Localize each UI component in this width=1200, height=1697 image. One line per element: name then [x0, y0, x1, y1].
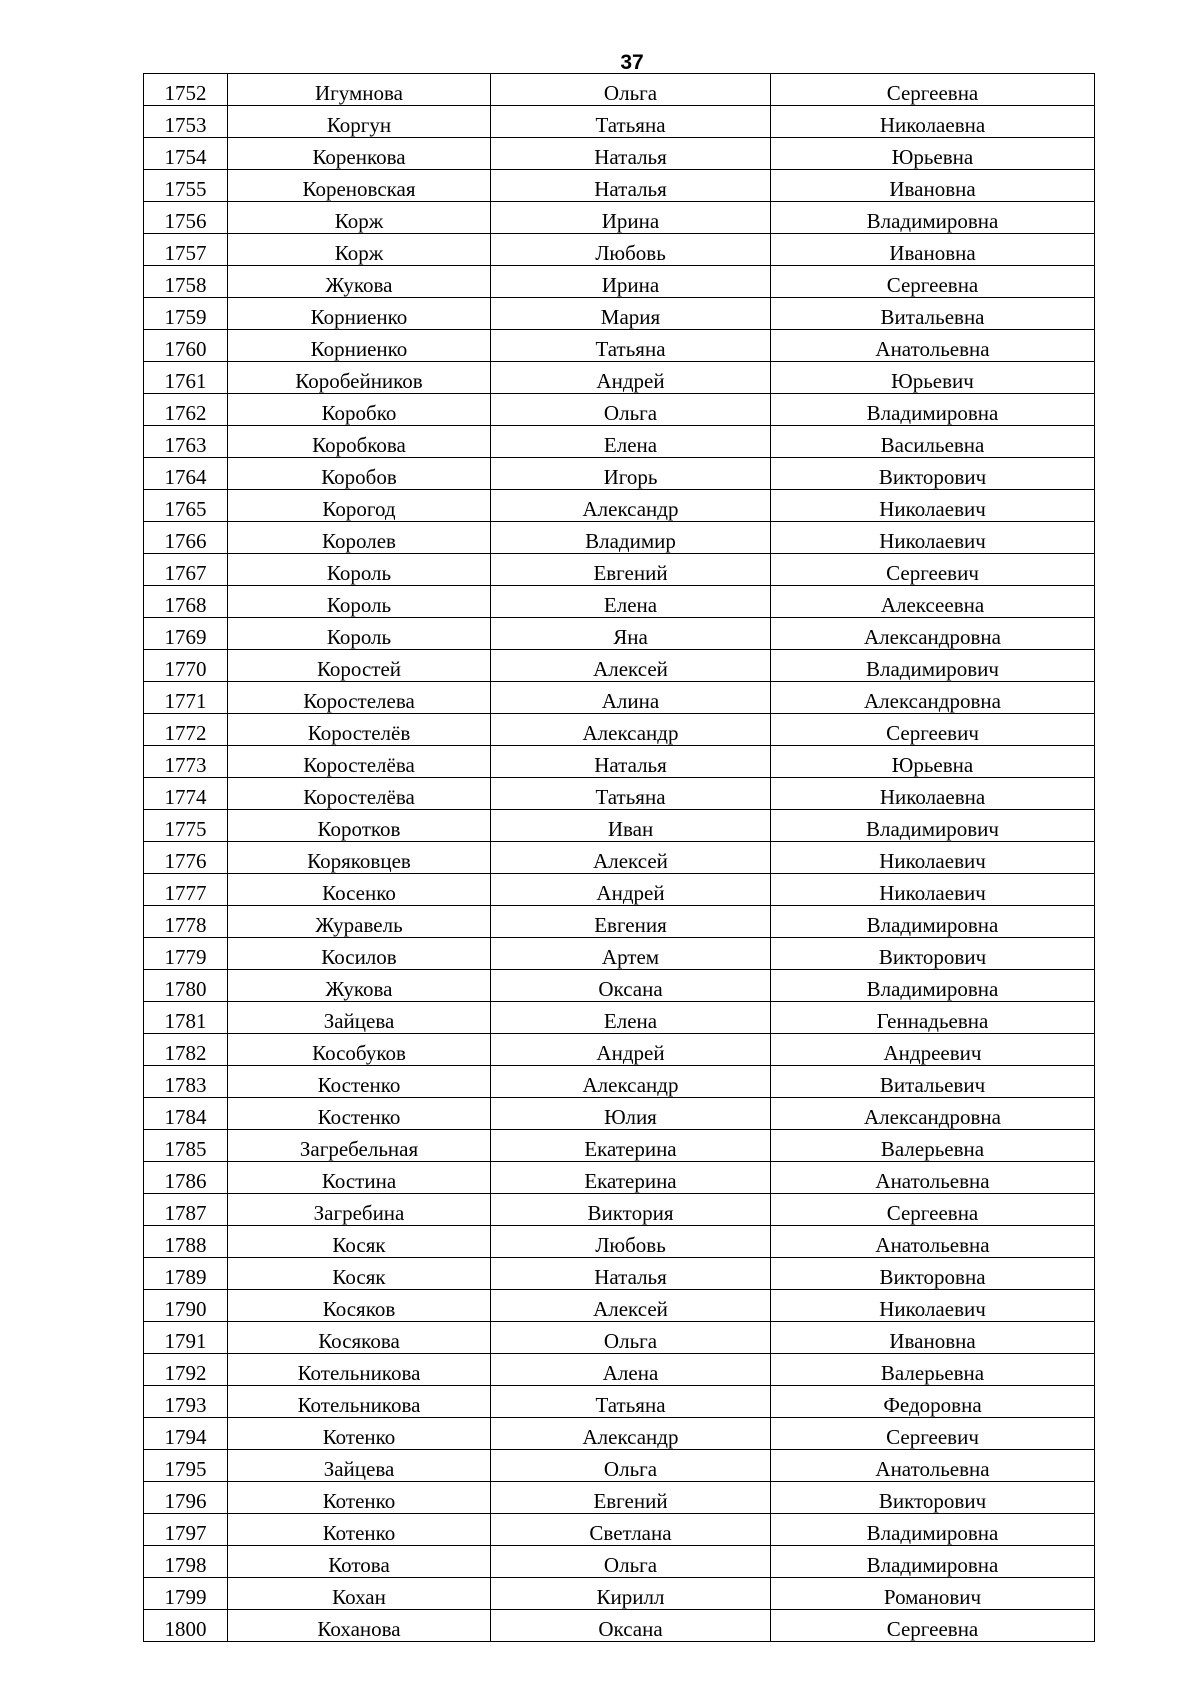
first-name-cell: Любовь — [491, 234, 771, 266]
first-name-cell: Виктория — [491, 1194, 771, 1226]
patronymic-cell: Викторович — [771, 1482, 1095, 1514]
patronymic-cell: Анатольевна — [771, 1450, 1095, 1482]
table-row — [144, 138, 1095, 170]
first-name-cell: Андрей — [491, 362, 771, 394]
row-number-cell: 1761 — [144, 362, 228, 394]
first-name-cell: Оксана — [491, 970, 771, 1002]
last-name-cell: Коробкова — [228, 426, 491, 458]
last-name-cell: Коренкова — [228, 138, 491, 170]
table-row — [144, 458, 1095, 490]
first-name-cell: Елена — [491, 426, 771, 458]
row-number-cell: 1762 — [144, 394, 228, 426]
last-name-cell: Зайцева — [228, 1002, 491, 1034]
names-table-body — [144, 74, 1095, 1642]
table-row — [144, 426, 1095, 458]
patronymic-cell: Алексеевна — [771, 586, 1095, 618]
row-number-cell: 1781 — [144, 1002, 228, 1034]
patronymic-cell: Владимировна — [771, 906, 1095, 938]
first-name-cell: Алексей — [491, 842, 771, 874]
table-row — [144, 266, 1095, 298]
row-number-cell: 1755 — [144, 170, 228, 202]
first-name-cell: Наталья — [491, 138, 771, 170]
last-name-cell: Корниенко — [228, 330, 491, 362]
patronymic-cell: Александровна — [771, 618, 1095, 650]
table-row — [144, 1034, 1095, 1066]
row-number-cell: 1766 — [144, 522, 228, 554]
first-name-cell: Евгений — [491, 1482, 771, 1514]
row-number-cell: 1791 — [144, 1322, 228, 1354]
last-name-cell: Косилов — [228, 938, 491, 970]
first-name-cell: Ирина — [491, 266, 771, 298]
first-name-cell: Александр — [491, 1066, 771, 1098]
first-name-cell: Алексей — [491, 650, 771, 682]
row-number-cell: 1784 — [144, 1098, 228, 1130]
table-row — [144, 1130, 1095, 1162]
table-row — [144, 714, 1095, 746]
first-name-cell: Наталья — [491, 1258, 771, 1290]
patronymic-cell: Владимировна — [771, 202, 1095, 234]
table-row — [144, 938, 1095, 970]
row-number-cell: 1776 — [144, 842, 228, 874]
patronymic-cell: Александровна — [771, 1098, 1095, 1130]
row-number-cell: 1785 — [144, 1130, 228, 1162]
first-name-cell: Татьяна — [491, 778, 771, 810]
table-row — [144, 1514, 1095, 1546]
patronymic-cell: Сергеевна — [771, 74, 1095, 106]
last-name-cell: Коростелёв — [228, 714, 491, 746]
row-number-cell: 1792 — [144, 1354, 228, 1386]
patronymic-cell: Николаевна — [771, 778, 1095, 810]
row-number-cell: 1752 — [144, 74, 228, 106]
first-name-cell: Игорь — [491, 458, 771, 490]
row-number-cell: 1757 — [144, 234, 228, 266]
first-name-cell: Кирилл — [491, 1578, 771, 1610]
last-name-cell: Король — [228, 586, 491, 618]
first-name-cell: Елена — [491, 1002, 771, 1034]
row-number-cell: 1779 — [144, 938, 228, 970]
patronymic-cell: Романович — [771, 1578, 1095, 1610]
table-row — [144, 1290, 1095, 1322]
table-row — [144, 298, 1095, 330]
first-name-cell: Артем — [491, 938, 771, 970]
row-number-cell: 1758 — [144, 266, 228, 298]
first-name-cell: Ирина — [491, 202, 771, 234]
patronymic-cell: Викторович — [771, 458, 1095, 490]
first-name-cell: Алена — [491, 1354, 771, 1386]
patronymic-cell: Николаевна — [771, 106, 1095, 138]
patronymic-cell: Владимировна — [771, 970, 1095, 1002]
patronymic-cell: Васильевна — [771, 426, 1095, 458]
table-row — [144, 554, 1095, 586]
first-name-cell: Ольга — [491, 1546, 771, 1578]
last-name-cell: Косяков — [228, 1290, 491, 1322]
first-name-cell: Александр — [491, 714, 771, 746]
first-name-cell: Ольга — [491, 1322, 771, 1354]
row-number-cell: 1778 — [144, 906, 228, 938]
first-name-cell: Елена — [491, 586, 771, 618]
last-name-cell: Котенко — [228, 1514, 491, 1546]
row-number-cell: 1769 — [144, 618, 228, 650]
patronymic-cell: Сергеевич — [771, 1418, 1095, 1450]
last-name-cell: Корниенко — [228, 298, 491, 330]
table-row — [144, 1450, 1095, 1482]
row-number-cell: 1759 — [144, 298, 228, 330]
last-name-cell: Котельникова — [228, 1386, 491, 1418]
first-name-cell: Татьяна — [491, 330, 771, 362]
first-name-cell: Алина — [491, 682, 771, 714]
row-number-cell: 1768 — [144, 586, 228, 618]
row-number-cell: 1796 — [144, 1482, 228, 1514]
last-name-cell: Коргун — [228, 106, 491, 138]
row-number-cell: 1780 — [144, 970, 228, 1002]
table-row — [144, 810, 1095, 842]
last-name-cell: Коростелева — [228, 682, 491, 714]
row-number-cell: 1795 — [144, 1450, 228, 1482]
table-row — [144, 394, 1095, 426]
row-number-cell: 1772 — [144, 714, 228, 746]
table-row — [144, 1386, 1095, 1418]
patronymic-cell: Анатольевна — [771, 330, 1095, 362]
first-name-cell: Владимир — [491, 522, 771, 554]
patronymic-cell: Геннадьевна — [771, 1002, 1095, 1034]
first-name-cell: Ольга — [491, 74, 771, 106]
last-name-cell: Костенко — [228, 1098, 491, 1130]
table-row — [144, 1258, 1095, 1290]
last-name-cell: Коробов — [228, 458, 491, 490]
first-name-cell: Андрей — [491, 874, 771, 906]
row-number-cell: 1777 — [144, 874, 228, 906]
patronymic-cell: Андреевич — [771, 1034, 1095, 1066]
row-number-cell: 1787 — [144, 1194, 228, 1226]
table-row — [144, 330, 1095, 362]
patronymic-cell: Федоровна — [771, 1386, 1095, 1418]
row-number-cell: 1797 — [144, 1514, 228, 1546]
patronymic-cell: Николаевич — [771, 522, 1095, 554]
last-name-cell: Корж — [228, 202, 491, 234]
table-row — [144, 106, 1095, 138]
first-name-cell: Иван — [491, 810, 771, 842]
patronymic-cell: Владимировна — [771, 1546, 1095, 1578]
row-number-cell: 1798 — [144, 1546, 228, 1578]
first-name-cell: Яна — [491, 618, 771, 650]
row-number-cell: 1786 — [144, 1162, 228, 1194]
last-name-cell: Игумнова — [228, 74, 491, 106]
patronymic-cell: Николаевич — [771, 842, 1095, 874]
patronymic-cell: Николаевич — [771, 1290, 1095, 1322]
row-number-cell: 1765 — [144, 490, 228, 522]
patronymic-cell: Сергеевна — [771, 1194, 1095, 1226]
patronymic-cell: Ивановна — [771, 1322, 1095, 1354]
table-row — [144, 170, 1095, 202]
table-row — [144, 202, 1095, 234]
table-row — [144, 1578, 1095, 1610]
table-row — [144, 74, 1095, 106]
first-name-cell: Алексей — [491, 1290, 771, 1322]
last-name-cell: Журавель — [228, 906, 491, 938]
row-number-cell: 1767 — [144, 554, 228, 586]
table-row — [144, 1354, 1095, 1386]
patronymic-cell: Сергеевич — [771, 554, 1095, 586]
table-row — [144, 682, 1095, 714]
names-table — [143, 73, 1095, 1642]
table-row — [144, 778, 1095, 810]
table-row — [144, 1418, 1095, 1450]
patronymic-cell: Юрьевич — [771, 362, 1095, 394]
patronymic-cell: Анатольевна — [771, 1162, 1095, 1194]
last-name-cell: Коробейников — [228, 362, 491, 394]
table-row — [144, 618, 1095, 650]
last-name-cell: Косяк — [228, 1226, 491, 1258]
last-name-cell: Косенко — [228, 874, 491, 906]
last-name-cell: Кореновская — [228, 170, 491, 202]
table-row — [144, 650, 1095, 682]
table-row — [144, 1162, 1095, 1194]
last-name-cell: Косяк — [228, 1258, 491, 1290]
patronymic-cell: Владимирович — [771, 650, 1095, 682]
first-name-cell: Евгения — [491, 906, 771, 938]
last-name-cell: Косякова — [228, 1322, 491, 1354]
row-number-cell: 1774 — [144, 778, 228, 810]
first-name-cell: Юлия — [491, 1098, 771, 1130]
row-number-cell: 1753 — [144, 106, 228, 138]
row-number-cell: 1793 — [144, 1386, 228, 1418]
row-number-cell: 1800 — [144, 1610, 228, 1642]
table-row — [144, 1098, 1095, 1130]
row-number-cell: 1775 — [144, 810, 228, 842]
table-row — [144, 1194, 1095, 1226]
patronymic-cell: Николаевич — [771, 874, 1095, 906]
patronymic-cell: Владимирович — [771, 810, 1095, 842]
patronymic-cell: Сергеевич — [771, 714, 1095, 746]
table-row — [144, 970, 1095, 1002]
table-row — [144, 490, 1095, 522]
first-name-cell: Екатерина — [491, 1130, 771, 1162]
last-name-cell: Загребельная — [228, 1130, 491, 1162]
first-name-cell: Любовь — [491, 1226, 771, 1258]
last-name-cell: Королев — [228, 522, 491, 554]
table-row — [144, 1482, 1095, 1514]
last-name-cell: Корж — [228, 234, 491, 266]
last-name-cell: Коростей — [228, 650, 491, 682]
patronymic-cell: Ивановна — [771, 234, 1095, 266]
patronymic-cell: Витальевна — [771, 298, 1095, 330]
last-name-cell: Котова — [228, 1546, 491, 1578]
last-name-cell: Котенко — [228, 1482, 491, 1514]
patronymic-cell: Николаевич — [771, 490, 1095, 522]
patronymic-cell: Сергеевна — [771, 266, 1095, 298]
table-row — [144, 1546, 1095, 1578]
first-name-cell: Наталья — [491, 170, 771, 202]
first-name-cell: Александр — [491, 1418, 771, 1450]
first-name-cell: Светлана — [491, 1514, 771, 1546]
last-name-cell: Коханова — [228, 1610, 491, 1642]
last-name-cell: Коростелёва — [228, 778, 491, 810]
last-name-cell: Коротков — [228, 810, 491, 842]
first-name-cell: Ольга — [491, 394, 771, 426]
patronymic-cell: Анатольевна — [771, 1226, 1095, 1258]
table-row — [144, 234, 1095, 266]
patronymic-cell: Юрьевна — [771, 746, 1095, 778]
patronymic-cell: Ивановна — [771, 170, 1095, 202]
table-row — [144, 586, 1095, 618]
patronymic-cell: Юрьевна — [771, 138, 1095, 170]
row-number-cell: 1794 — [144, 1418, 228, 1450]
first-name-cell: Андрей — [491, 1034, 771, 1066]
row-number-cell: 1783 — [144, 1066, 228, 1098]
last-name-cell: Жукова — [228, 266, 491, 298]
table-row — [144, 1002, 1095, 1034]
table-row — [144, 362, 1095, 394]
last-name-cell: Корогод — [228, 490, 491, 522]
row-number-cell: 1756 — [144, 202, 228, 234]
row-number-cell: 1789 — [144, 1258, 228, 1290]
last-name-cell: Коряковцев — [228, 842, 491, 874]
row-number-cell: 1782 — [144, 1034, 228, 1066]
first-name-cell: Татьяна — [491, 106, 771, 138]
last-name-cell: Котенко — [228, 1418, 491, 1450]
last-name-cell: Коробко — [228, 394, 491, 426]
row-number-cell: 1763 — [144, 426, 228, 458]
row-number-cell: 1773 — [144, 746, 228, 778]
last-name-cell: Король — [228, 618, 491, 650]
last-name-cell: Костенко — [228, 1066, 491, 1098]
patronymic-cell: Валерьевна — [771, 1354, 1095, 1386]
last-name-cell: Костина — [228, 1162, 491, 1194]
table-row — [144, 746, 1095, 778]
row-number-cell: 1771 — [144, 682, 228, 714]
patronymic-cell: Александровна — [771, 682, 1095, 714]
row-number-cell: 1754 — [144, 138, 228, 170]
table-row — [144, 1066, 1095, 1098]
table-row — [144, 906, 1095, 938]
last-name-cell: Загребина — [228, 1194, 491, 1226]
first-name-cell: Мария — [491, 298, 771, 330]
first-name-cell: Екатерина — [491, 1162, 771, 1194]
patronymic-cell: Владимировна — [771, 394, 1095, 426]
last-name-cell: Жукова — [228, 970, 491, 1002]
patronymic-cell: Сергеевна — [771, 1610, 1095, 1642]
last-name-cell: Кособуков — [228, 1034, 491, 1066]
first-name-cell: Оксана — [491, 1610, 771, 1642]
row-number-cell: 1790 — [144, 1290, 228, 1322]
row-number-cell: 1770 — [144, 650, 228, 682]
last-name-cell: Зайцева — [228, 1450, 491, 1482]
table-row — [144, 874, 1095, 906]
first-name-cell: Евгений — [491, 554, 771, 586]
last-name-cell: Кохан — [228, 1578, 491, 1610]
first-name-cell: Александр — [491, 490, 771, 522]
row-number-cell: 1760 — [144, 330, 228, 362]
row-number-cell: 1788 — [144, 1226, 228, 1258]
table-row — [144, 1610, 1095, 1642]
first-name-cell: Татьяна — [491, 1386, 771, 1418]
table-row — [144, 842, 1095, 874]
last-name-cell: Котельникова — [228, 1354, 491, 1386]
page-number: 37 — [620, 51, 644, 74]
last-name-cell: Король — [228, 554, 491, 586]
row-number-cell: 1764 — [144, 458, 228, 490]
patronymic-cell: Викторович — [771, 938, 1095, 970]
patronymic-cell: Валерьевна — [771, 1130, 1095, 1162]
patronymic-cell: Викторовна — [771, 1258, 1095, 1290]
first-name-cell: Ольга — [491, 1450, 771, 1482]
patronymic-cell: Витальевич — [771, 1066, 1095, 1098]
first-name-cell: Наталья — [491, 746, 771, 778]
table-row — [144, 522, 1095, 554]
last-name-cell: Коростелёва — [228, 746, 491, 778]
table-row — [144, 1322, 1095, 1354]
row-number-cell: 1799 — [144, 1578, 228, 1610]
table-row — [144, 1226, 1095, 1258]
patronymic-cell: Владимировна — [771, 1514, 1095, 1546]
